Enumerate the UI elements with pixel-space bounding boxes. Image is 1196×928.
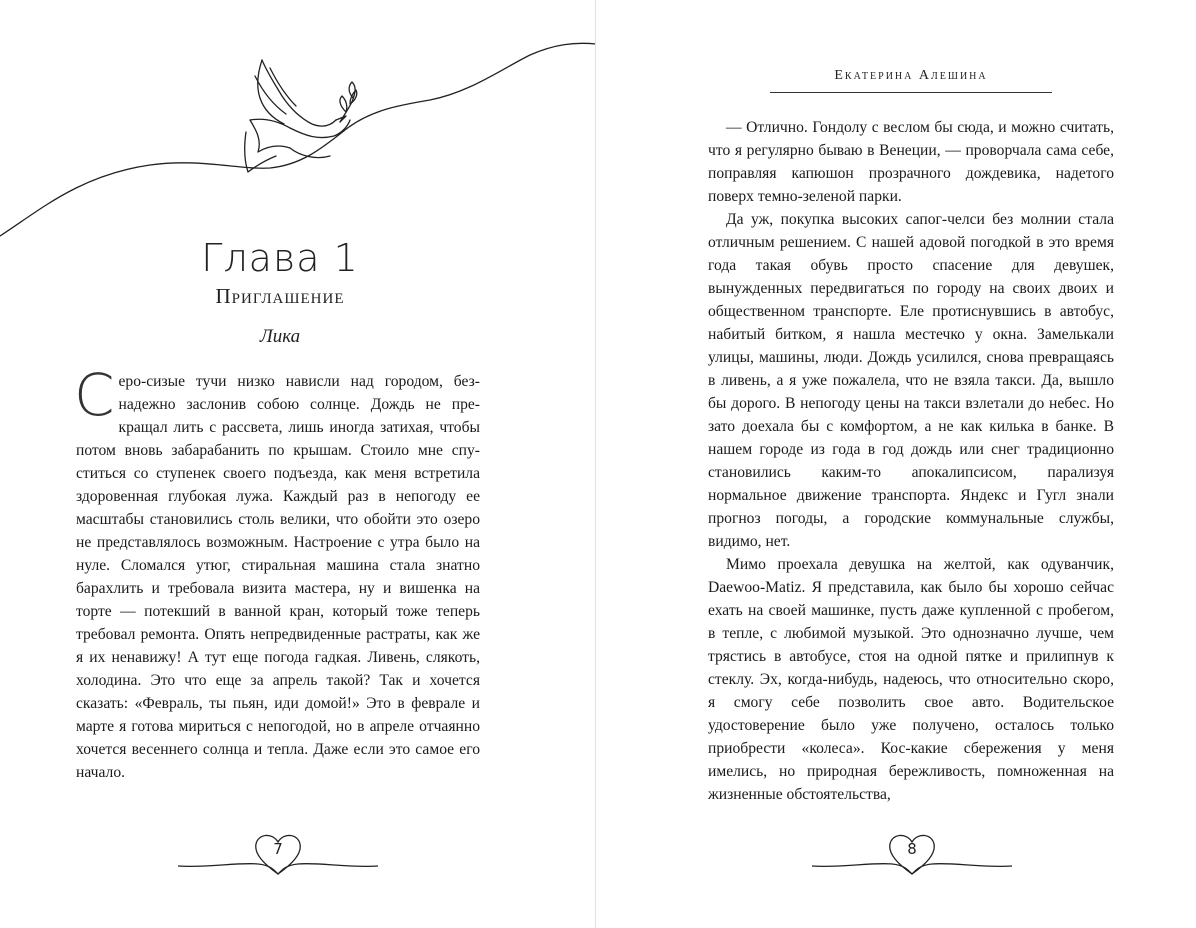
page-folio-right: [812, 828, 1012, 880]
page-number: 7: [273, 840, 283, 858]
chapter-subtitle: Приглашение: [215, 284, 345, 308]
dove-icon: [245, 60, 357, 172]
pov-character-name: Лика: [259, 326, 301, 347]
paragraph: [74, 361, 480, 784]
paragraph: Да уж, покупка высоких сапог-челси без молнии стала отличным решением. С нашей адовой погодкой в это время года такая обувь просто спасение для девушек, вынужденных передвигаться по городу на своих двоих и общественном транспорте. Еле протиснувшись в автобус, набитый битком, я нашла местечко у окна. Замелькали улицы, машины, люди. Дождь усилился, снова превращаясь в ливень, а я уже пожалела, что не взяла такси. Да, вышло бы дорого. В непогоду цены на такси взлетали до небес. Но зато доехала бы с комфортом, а не как килька в банке. В нашем городе из года в год дождь или снег традиционно становились каким-то апокалипсисом, парализуя нормальное движение транспорта. Яндекс и Гугл знали прогноз погоды, а городские коммунальные службы, видимо, нет.: [708, 211, 1114, 550]
paragraph: Мимо проехала девушка на желтой, как одуванчик, Daewoo-Matiz. Я представила, как было бы хорошо сейчас ехать на своей машинке, пусть даже купленной с пробегом, в тепле, с любимой музыкой. Это однозначно лучше, чем трястись в автобусе, стоя на одной пятке и прилипнув к стеклу. Эх, когда-нибудь, надеюсь, что относительно скоро, я смогу себе позволить свое авто. Водительское удостоверение было уже получено, осталось только приобрести «колеса». Кос-какие сбережения у меня имелись, но природная бережливость, помноженная на жизненные обстоятельства,: [708, 556, 1114, 803]
drop-cap: С: [74, 361, 115, 429]
page-number: 8: [907, 840, 917, 858]
paragraph: — Отлично. Гондолу с веслом бы сюда, и можно считать, что я регулярно бываю в Венеции, — проворчала сама себе, поправляя капюшон прозрачного дождевика, надетого поверх темно-зеленой парки.: [708, 119, 1114, 205]
dove-ornament: [0, 0, 596, 240]
chapter-title: Глава 1: [201, 236, 359, 280]
left-body-text: [74, 361, 480, 784]
page-folio-left: [178, 828, 378, 880]
right-body-text: [708, 116, 1114, 806]
paragraph-text: еро-сизые тучи низко нависли над городом, безнадежно заслонив собою солнце. Дождь не прекращал лить с рассвета, лишь иногда затихая, чтобы потом вновь забарабанить по крышам. Стоило мне спуститься со ступенек своего подъезда, как меня встретила здоровенная глубокая лужа. Каждый раз в непогоду ее масштабы становились столь велики, что обойти это озеро не представлялось возможным. Настроение с утра было на нуле. Сломался утюг, стиральная машина стала знатно барахлить и требовала визита мастера, ну и вишенка на торте — потекший в ванной кран, который тоже теперь требовал ремонта. Опять непредвиденные растраты, как же я их ненавижу! А тут еще погода гадкая. Ливень, слякоть, холодина. Это что еще за апрель такой? Так и хочется сказать: «Февраль, ты пьян, иди домой!» Это в феврале и марте я готова мириться с непогодой, но в апреле отчаянно хочется весеннего солнца и тепла. Даже если это самое его начало.: [76, 373, 480, 781]
book-gutter: [595, 0, 596, 928]
running-head-author: Екатерина Алешина: [834, 68, 988, 83]
left-page: [0, 0, 596, 928]
flowing-line: [0, 43, 596, 236]
running-head-rule: [770, 92, 1052, 93]
